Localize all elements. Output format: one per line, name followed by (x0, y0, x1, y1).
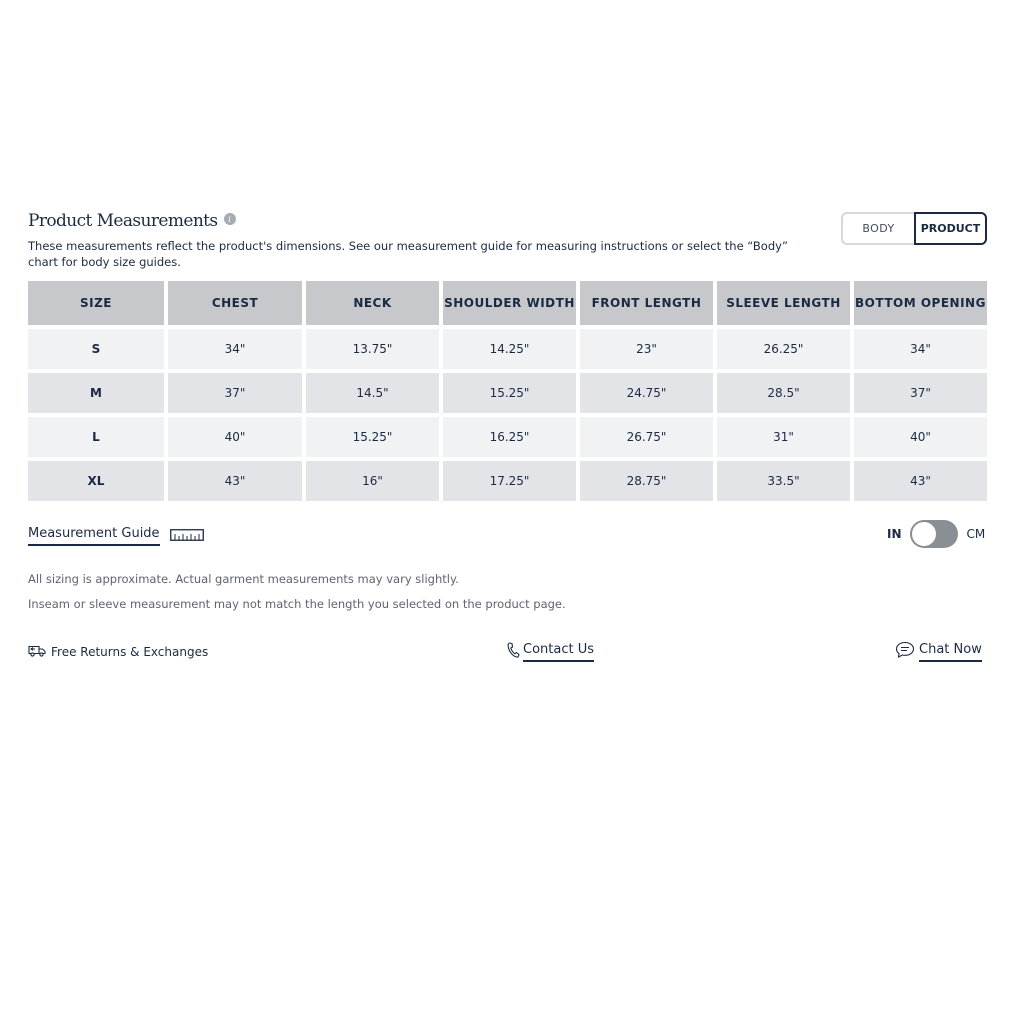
table-cell: 15.25" (443, 373, 576, 413)
table-cell: 31" (717, 417, 850, 457)
table-cell: 26.25" (717, 329, 850, 369)
table-cell: 37" (168, 373, 302, 413)
truck-icon (28, 644, 46, 660)
page-description: These measurements reflect the product's dimensions. See our measurement guide for measuring instructions or select the “Body” chart for body size guides. (28, 239, 788, 269)
size-cell: S (28, 329, 164, 369)
unit-switch[interactable] (910, 520, 958, 548)
table-cell: 34" (168, 329, 302, 369)
size-cell: XL (28, 461, 164, 501)
col-header-chest: CHEST (168, 281, 302, 325)
col-header-size: SIZE (28, 281, 164, 325)
inseam-note: Inseam or sleeve measurement may not match the length you selected on the product page. (28, 597, 566, 611)
size-cell: L (28, 417, 164, 457)
contact-us-label: Contact Us (523, 642, 594, 662)
table-cell: 16" (306, 461, 439, 501)
free-returns-link[interactable] (28, 644, 208, 660)
chat-bubble-icon (895, 641, 915, 663)
chat-now-link[interactable] (895, 641, 982, 663)
table-cell: 14.5" (306, 373, 439, 413)
table-cell: 43" (854, 461, 987, 501)
table-cell: 14.25" (443, 329, 576, 369)
table-cell: 15.25" (306, 417, 439, 457)
table-cell: 13.75" (306, 329, 439, 369)
table-row (28, 461, 987, 501)
sizing-note: All sizing is approximate. Actual garment measurements may vary slightly. (28, 572, 459, 586)
size-table (24, 277, 991, 505)
size-cell: M (28, 373, 164, 413)
col-header-front-length: FRONT LENGTH (580, 281, 713, 325)
table-cell: 43" (168, 461, 302, 501)
measurement-guide-label: Measurement Guide (28, 526, 160, 546)
measurement-guide-link[interactable] (28, 526, 204, 546)
table-cell: 33.5" (717, 461, 850, 501)
col-header-sleeve-length: SLEEVE LENGTH (717, 281, 850, 325)
chat-now-label: Chat Now (919, 642, 982, 662)
table-cell: 40" (854, 417, 987, 457)
table-row (28, 417, 987, 457)
ruler-icon (170, 526, 204, 545)
table-row (28, 373, 987, 413)
table-cell: 23" (580, 329, 713, 369)
table-cell: 28.5" (717, 373, 850, 413)
free-returns-label: Free Returns & Exchanges (51, 645, 209, 659)
unit-toggle (887, 520, 985, 548)
table-cell: 26.75" (580, 417, 713, 457)
page-title-group (28, 211, 236, 231)
body-chart-button[interactable]: BODY (841, 212, 914, 245)
product-chart-button[interactable]: PRODUCT (914, 212, 987, 245)
contact-us-link[interactable] (506, 641, 594, 663)
table-cell: 17.25" (443, 461, 576, 501)
switch-knob (912, 522, 936, 546)
table-cell: 34" (854, 329, 987, 369)
table-cell: 28.75" (580, 461, 713, 501)
chart-type-toggle (841, 212, 987, 245)
col-header-bottom-opening: BOTTOM OPENING (854, 281, 987, 325)
table-row (28, 329, 987, 369)
table-cell: 24.75" (580, 373, 713, 413)
col-header-neck: NECK (306, 281, 439, 325)
table-header-row (28, 281, 987, 325)
unit-label-in: IN (887, 527, 902, 541)
table-cell: 16.25" (443, 417, 576, 457)
col-header-shoulder-width: SHOULDER WIDTH (443, 281, 576, 325)
phone-icon (506, 641, 520, 663)
page-title: Product Measurements (28, 211, 218, 231)
table-cell: 37" (854, 373, 987, 413)
unit-label-cm: CM (966, 527, 986, 541)
info-icon[interactable]: i (224, 213, 236, 225)
table-cell: 40" (168, 417, 302, 457)
